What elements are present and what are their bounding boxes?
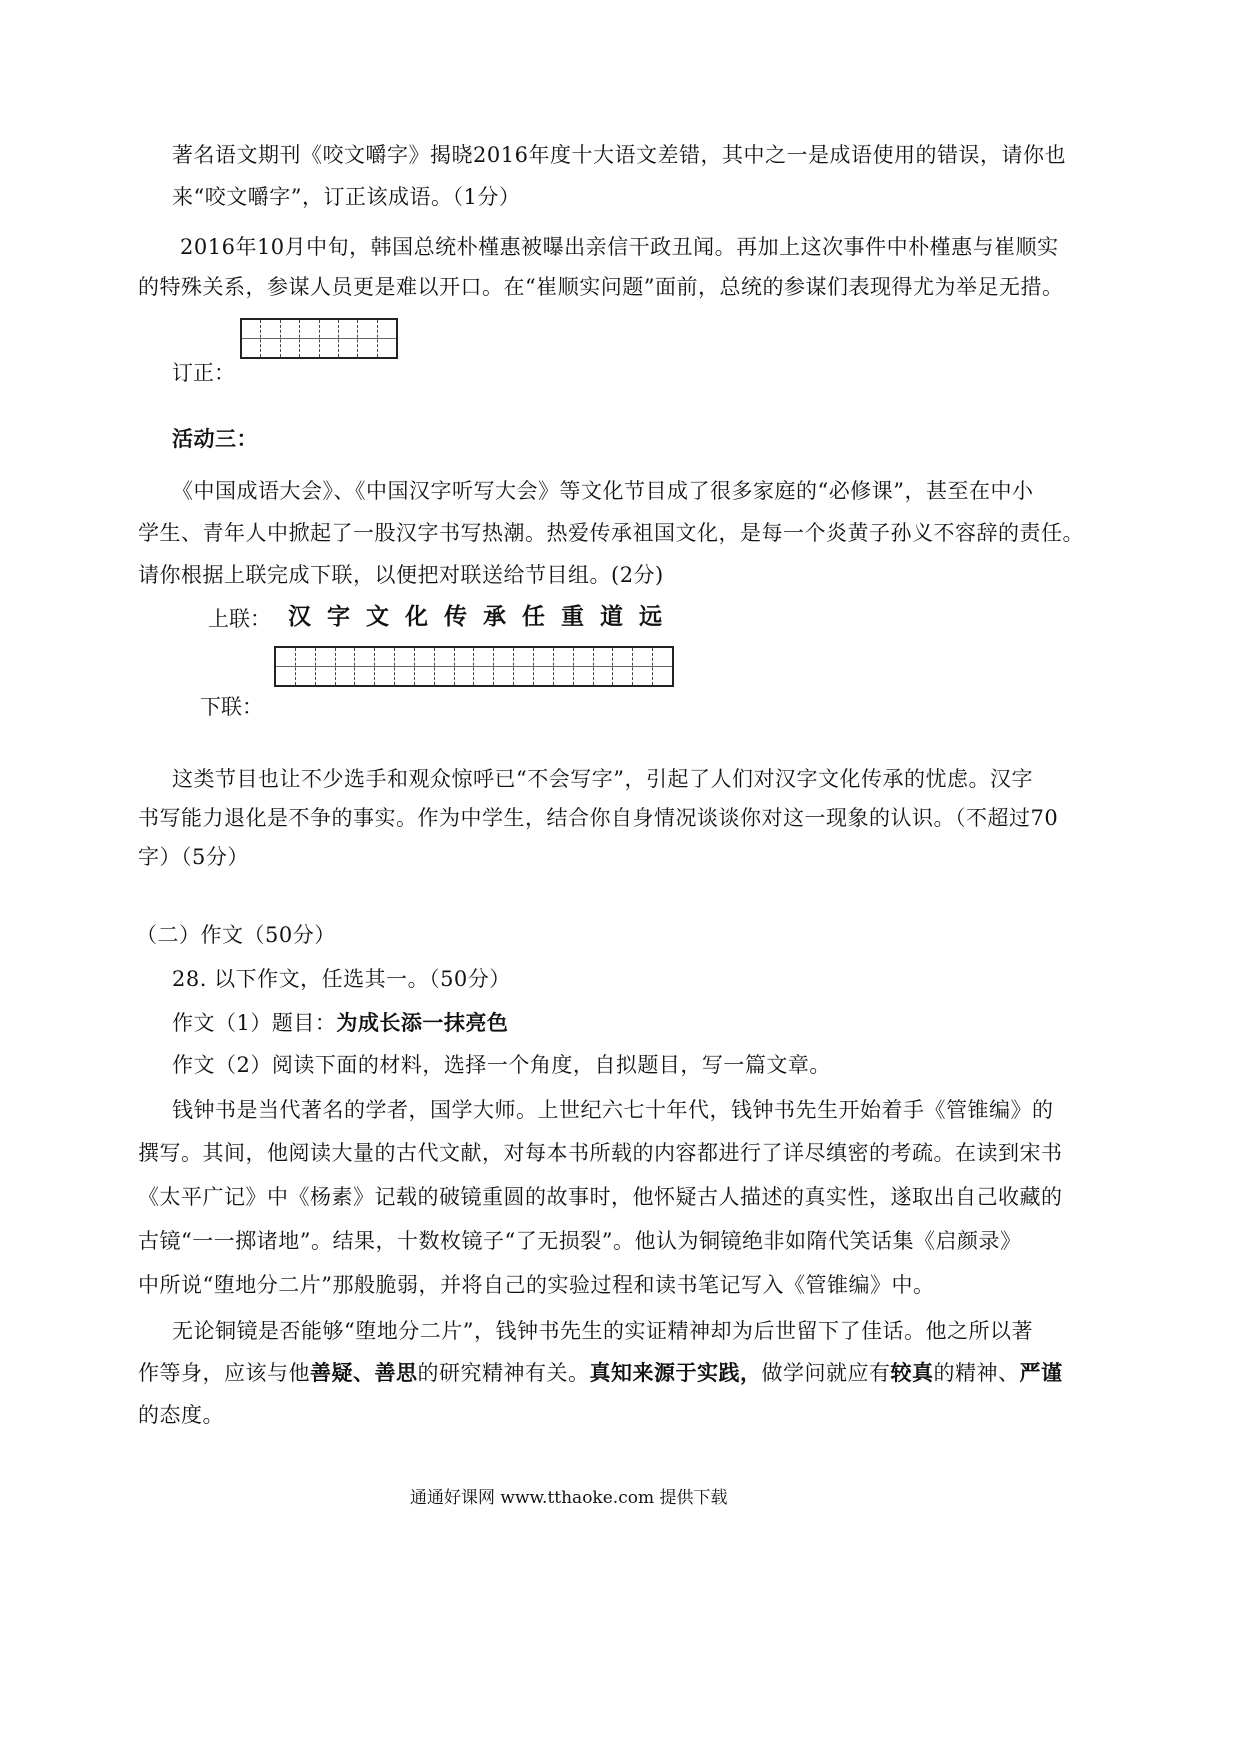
- footer-credit: 通通好课网 www.tthaoke.com 提供下载: [410, 1488, 728, 1508]
- idiom-question-line-2: 来“咬文嚼字”，订正该成语。（1分）: [172, 185, 521, 209]
- grid-cell[interactable]: [494, 648, 514, 685]
- grid-cell[interactable]: [378, 320, 396, 357]
- upper-couplet-label: 上联：: [208, 607, 271, 631]
- grid-cell[interactable]: [339, 320, 358, 357]
- upper-couplet-char: 承: [483, 603, 506, 630]
- upper-couplet-char: 汉: [288, 603, 311, 630]
- essay-option-1: [172, 1008, 508, 1038]
- activity-3-title: 活动三：: [172, 426, 258, 451]
- grid-cell[interactable]: [375, 648, 395, 685]
- upper-couplet-char: 化: [405, 603, 428, 630]
- grid-cell[interactable]: [474, 648, 494, 685]
- commentary-bold-practice: 实践，: [697, 1360, 762, 1385]
- essay-option-1-prefix: 作文（1）题目：: [172, 1011, 337, 1035]
- commentary-text-c: 的研究精神有关。: [417, 1361, 590, 1385]
- grid-cell[interactable]: [300, 320, 319, 357]
- grid-cell[interactable]: [435, 648, 455, 685]
- grid-cell[interactable]: [455, 648, 475, 685]
- essay-section-title: （二）作文（50分）: [136, 923, 336, 947]
- grid-cell[interactable]: [336, 648, 356, 685]
- upper-couplet-char: 重: [561, 603, 584, 630]
- activity-3-line-3: 请你根据上联完成下联，以便把对联送给节目组。(2分): [138, 563, 664, 587]
- news-passage-line-1: 2016年10月中旬，韩国总统朴槿惠被曝出亲信干政丑闻。再加上这次事件中朴槿惠与崔顺实: [180, 235, 1059, 259]
- grid-cell[interactable]: [653, 648, 672, 685]
- grid-cell[interactable]: [594, 648, 614, 685]
- upper-couplet-char: 字: [327, 603, 350, 630]
- commentary-line-2: [138, 1358, 1063, 1388]
- idiom-question-line-1: 著名语文期刊《咬文嚼字》揭晓2016年度十大语文差错，其中之一是成语使用的错误，请你也: [172, 143, 1066, 167]
- grid-cell[interactable]: [395, 648, 415, 685]
- idiom-answer-grid[interactable]: [240, 318, 398, 359]
- upper-couplet: [288, 602, 678, 632]
- question-28: 28. 以下作文，任选其一。（50分）: [172, 967, 511, 991]
- upper-couplet-char: 传: [444, 603, 467, 630]
- writing-question-line-2: 书写能力退化是不争的事实。作为中学生，结合你自身情况谈谈你对这一现象的认识。（不超过70: [138, 806, 1059, 830]
- grid-cell[interactable]: [415, 648, 435, 685]
- commentary-bold-doubt-think: 善疑、善思: [310, 1360, 418, 1385]
- grid-cell[interactable]: [514, 648, 534, 685]
- commentary-line-3: 的态度。: [138, 1403, 224, 1427]
- grid-cell[interactable]: [613, 648, 633, 685]
- grid-cell[interactable]: [296, 648, 316, 685]
- material-line-4: 古镜“一一掷诸地”。结果，十数枚镜子“了无损裂”。他认为铜镜绝非如隋代笑话集《启颜录》: [138, 1229, 1022, 1253]
- upper-couplet-char: 道: [600, 603, 623, 630]
- essay-option-1-title: 为成长添一抹亮色: [336, 1010, 509, 1035]
- commentary-line-1: 无论铜镜是否能够“堕地分二片”，钱钟书先生的实证精神却为后世留下了佳话。他之所以著: [172, 1319, 1033, 1343]
- material-line-5: 中所说“堕地分二片”那般脆弱，并将自己的实验过程和读书笔记写入《管锥编》中。: [138, 1273, 935, 1297]
- grid-cell[interactable]: [355, 648, 375, 685]
- grid-cell[interactable]: [276, 648, 296, 685]
- activity-3-line-2: 学生、青年人中掀起了一股汉字书写热潮。热爱传承祖国文化，是每一个炎黄子孙义不容辞的责任。: [138, 521, 1084, 545]
- material-line-1: 钱钟书是当代著名的学者，国学大师。上世纪六七十年代，钱钟书先生开始着手《管锥编》的: [172, 1098, 1054, 1122]
- commentary-bold-rigorous: 严谨: [1019, 1360, 1063, 1385]
- grid-cell[interactable]: [633, 648, 653, 685]
- commentary-text-h: 的精神、: [933, 1361, 1020, 1385]
- lower-couplet-label: 下联：: [200, 695, 263, 719]
- commentary-bold-knowledge: 真知来源于: [589, 1360, 697, 1385]
- commentary-text-f: 做学问就应有: [761, 1361, 891, 1385]
- writing-question-line-3: 字）（5分）: [138, 845, 249, 869]
- grid-cell[interactable]: [242, 320, 261, 357]
- essay-option-2: 作文（2）阅读下面的材料，选择一个角度，自拟题目，写一篇文章。: [172, 1053, 831, 1077]
- lower-couplet-answer-grid[interactable]: [274, 646, 674, 687]
- upper-couplet-char: 远: [639, 603, 662, 630]
- grid-cell[interactable]: [534, 648, 554, 685]
- commentary-text-a: 作等身，应该与他: [138, 1361, 310, 1385]
- grid-cell[interactable]: [281, 320, 300, 357]
- grid-cell[interactable]: [316, 648, 336, 685]
- grid-cell[interactable]: [320, 320, 339, 357]
- news-passage-line-2: 的特殊关系，参谋人员更是难以开口。在“崔顺实问题”面前，总统的参谋们表现得尤为举足无措。: [138, 275, 1064, 299]
- upper-couplet-char: 任: [522, 603, 545, 630]
- material-line-3: 《太平广记》中《杨素》记载的破镜重圆的故事时，他怀疑古人描述的真实性，遂取出自己收藏的: [138, 1185, 1063, 1209]
- upper-couplet-char: 文: [366, 603, 389, 630]
- material-line-2: 撰写。其间，他阅读大量的古代文献，对每本书所载的内容都进行了详尽缜密的考疏。在读到宋书: [138, 1141, 1063, 1165]
- writing-question-line-1: 这类节目也让不少选手和观众惊呼已“不会写字”，引起了人们对汉字文化传承的忧虑。汉字: [172, 767, 1033, 791]
- commentary-bold-earnest: 较真: [890, 1360, 934, 1385]
- grid-cell[interactable]: [358, 320, 377, 357]
- grid-cell[interactable]: [574, 648, 594, 685]
- activity-3-line-1: 《中国成语大会》、《中国汉字听写大会》等文化节目成了很多家庭的“必修课”，甚至在中小: [172, 479, 1034, 503]
- grid-cell[interactable]: [261, 320, 280, 357]
- correction-label: 订正：: [172, 361, 235, 385]
- grid-cell[interactable]: [554, 648, 574, 685]
